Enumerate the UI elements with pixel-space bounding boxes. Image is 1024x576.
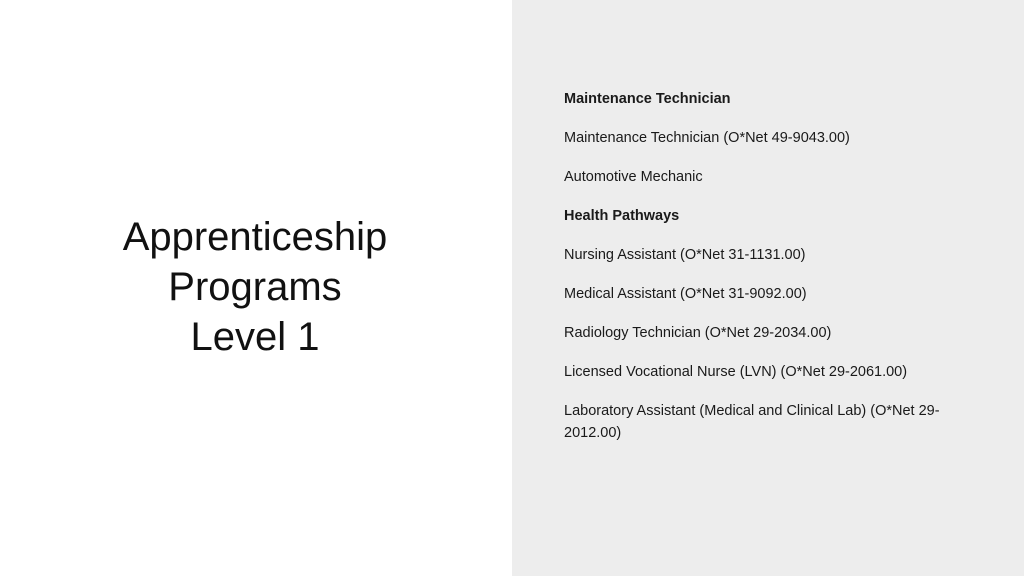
section-heading-maintenance: Maintenance Technician [564,91,731,107]
section-heading-health: Health Pathways [564,208,680,224]
list-item: Nursing Assistant (O*Net 31-1131.00) [564,247,806,263]
right-panel [512,0,1024,576]
list-item: Automotive Mechanic [564,169,703,185]
program-list [564,88,974,461]
list-item: Radiology Technician (O*Net 29-2034.00) [564,325,832,341]
list-item: Medical Assistant (O*Net 31-9092.00) [564,286,807,302]
list-item: Maintenance Technician (O*Net 49-9043.00) [564,130,850,146]
list-item: Laboratory Assistant (Medical and Clinical Lab) (O*Net 29-2012.00) [564,403,940,441]
title-line-1: Apprenticeship [122,215,388,259]
title-line-2: Programs [168,265,342,309]
title-line-3: Level 1 [190,315,320,359]
slide-title [60,212,450,362]
list-item: Licensed Vocational Nurse (LVN) (O*Net 29-2061.00) [564,364,908,380]
